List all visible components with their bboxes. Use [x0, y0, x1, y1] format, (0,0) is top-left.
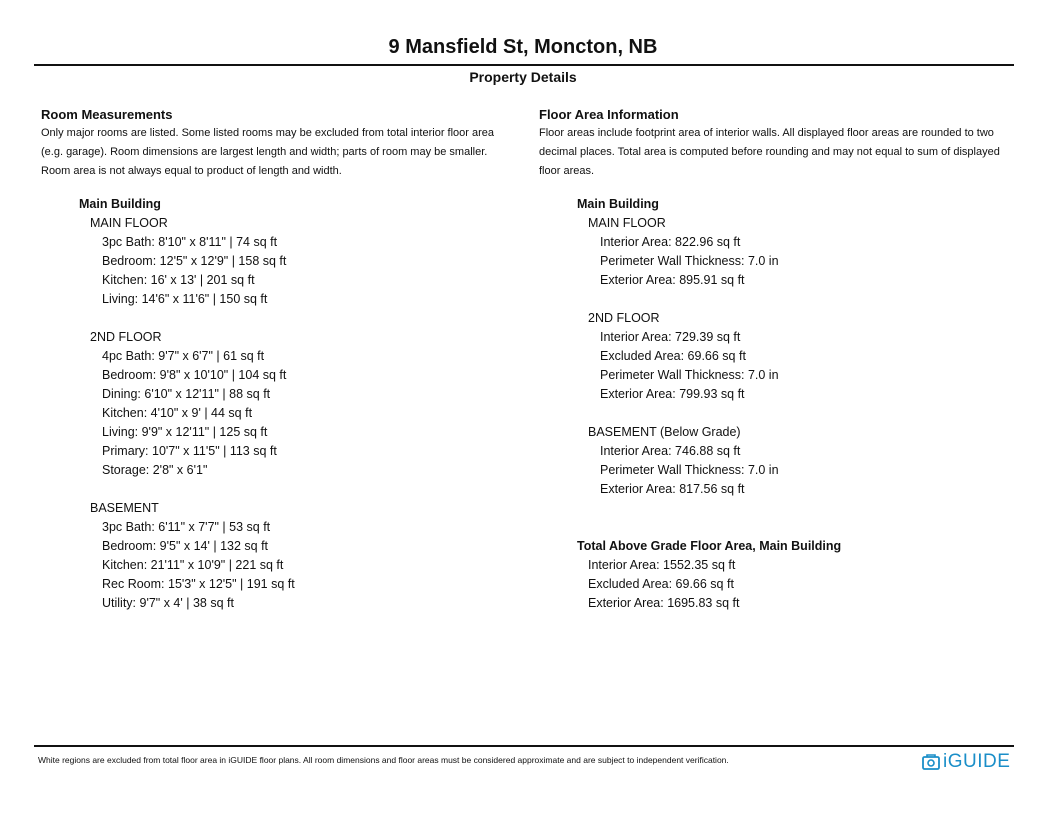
- iguide-logo-icon: [922, 754, 940, 770]
- room-item: Bedroom: 9'5" x 14' | 132 sq ft: [102, 539, 269, 553]
- floor-heading: MAIN FLOOR: [90, 216, 168, 230]
- footer-divider: [34, 745, 1014, 747]
- footer-note: White regions are excluded from total floor area in iGUIDE floor plans. All room dimensions and floor areas must be considered approximate and are subject to independent verification.: [38, 755, 729, 765]
- room-item: Kitchen: 21'11" x 10'9" | 221 sq ft: [102, 558, 284, 572]
- description-line: Only major rooms are listed. Some listed rooms may be excluded from total interior floor area: [41, 127, 495, 139]
- floor-heading: MAIN FLOOR: [588, 216, 666, 230]
- room-measurements-section: [41, 107, 516, 613]
- spacer: [577, 290, 1019, 309]
- spacer: [577, 404, 1019, 423]
- building-heading: Main Building: [577, 197, 659, 211]
- area-item: Excluded Area: 69.66 sq ft: [600, 349, 746, 363]
- floor-heading: BASEMENT: [90, 501, 159, 515]
- room-measurements-title: Room Measurements: [41, 107, 173, 122]
- description-line: Room area is not always equal to product of length and width.: [41, 165, 342, 177]
- area-item: Perimeter Wall Thickness: 7.0 in: [600, 254, 779, 268]
- area-item: Perimeter Wall Thickness: 7.0 in: [600, 463, 779, 477]
- total-area-title: Total Above Grade Floor Area, Main Building: [577, 539, 842, 553]
- room-item: 4pc Bath: 9'7" x 6'7" | 61 sq ft: [102, 349, 265, 363]
- area-item: Exterior Area: 895.91 sq ft: [600, 273, 745, 287]
- room-item: 3pc Bath: 8'10" x 8'11" | 74 sq ft: [102, 235, 278, 249]
- floor-area-title: Floor Area Information: [539, 107, 679, 122]
- floor-area-list: [577, 195, 1019, 537]
- area-item: Interior Area: 729.39 sq ft: [600, 330, 741, 344]
- area-item: Exterior Area: 799.93 sq ft: [600, 387, 745, 401]
- area-item: Interior Area: 822.96 sq ft: [600, 235, 741, 249]
- room-item: Rec Room: 15'3" x 12'5" | 191 sq ft: [102, 577, 295, 591]
- description-line: decimal places. Total area is computed before rounding and may not equal to sum of displayed: [539, 146, 1000, 158]
- spacer: [577, 518, 1019, 537]
- room-item: Living: 9'9" x 12'11" | 125 sq ft: [102, 425, 268, 439]
- room-list: [79, 195, 516, 613]
- area-item: Interior Area: 746.88 sq ft: [600, 444, 741, 458]
- room-item: Kitchen: 16' x 13' | 201 sq ft: [102, 273, 255, 287]
- spacer: [577, 499, 1019, 518]
- room-item: Bedroom: 9'8" x 10'10" | 104 sq ft: [102, 368, 287, 382]
- room-item: Storage: 2'8" x 6'1": [102, 463, 208, 477]
- room-item: Bedroom: 12'5" x 12'9" | 158 sq ft: [102, 254, 287, 268]
- page-title: 9 Mansfield St, Moncton, NB: [388, 36, 658, 58]
- spacer: [79, 480, 516, 499]
- total-area-item: Excluded Area: 69.66 sq ft: [588, 577, 734, 591]
- room-item: Utility: 9'7" x 4' | 38 sq ft: [102, 596, 234, 610]
- area-item: Perimeter Wall Thickness: 7.0 in: [600, 368, 779, 382]
- page-subtitle: Property Details: [469, 69, 577, 85]
- description-line: Floor areas include footprint area of interior walls. All displayed floor areas are rounded to two: [539, 127, 994, 139]
- floor-heading: 2ND FLOOR: [588, 311, 660, 325]
- room-item: Kitchen: 4'10" x 9' | 44 sq ft: [102, 406, 253, 420]
- room-item: Dining: 6'10" x 12'11" | 88 sq ft: [102, 387, 271, 401]
- building-heading: Main Building: [79, 197, 161, 211]
- spacer: [79, 309, 516, 328]
- description-line: floor areas.: [539, 165, 595, 177]
- floor-heading: BASEMENT (Below Grade): [588, 425, 741, 439]
- floor-area-description: [539, 124, 1019, 181]
- area-item: Exterior Area: 817.56 sq ft: [600, 482, 745, 496]
- total-area-item: Interior Area: 1552.35 sq ft: [588, 558, 736, 572]
- logo-text: iGUIDE: [943, 751, 1011, 772]
- room-item: Living: 14'6" x 11'6" | 150 sq ft: [102, 292, 268, 306]
- room-item: 3pc Bath: 6'11" x 7'7" | 53 sq ft: [102, 520, 271, 534]
- floor-area-section: [539, 107, 1019, 613]
- header-divider: [34, 64, 1014, 66]
- iguide-logo: [922, 749, 1010, 775]
- total-area-block: [577, 537, 1019, 613]
- room-measurements-description: [41, 124, 516, 181]
- total-area-item: Exterior Area: 1695.83 sq ft: [588, 596, 740, 610]
- room-item: Primary: 10'7" x 11'5" | 113 sq ft: [102, 444, 277, 458]
- description-line: (e.g. garage). Room dimensions are largest length and width; parts of room may be smaller.: [41, 146, 488, 158]
- floor-heading: 2ND FLOOR: [90, 330, 162, 344]
